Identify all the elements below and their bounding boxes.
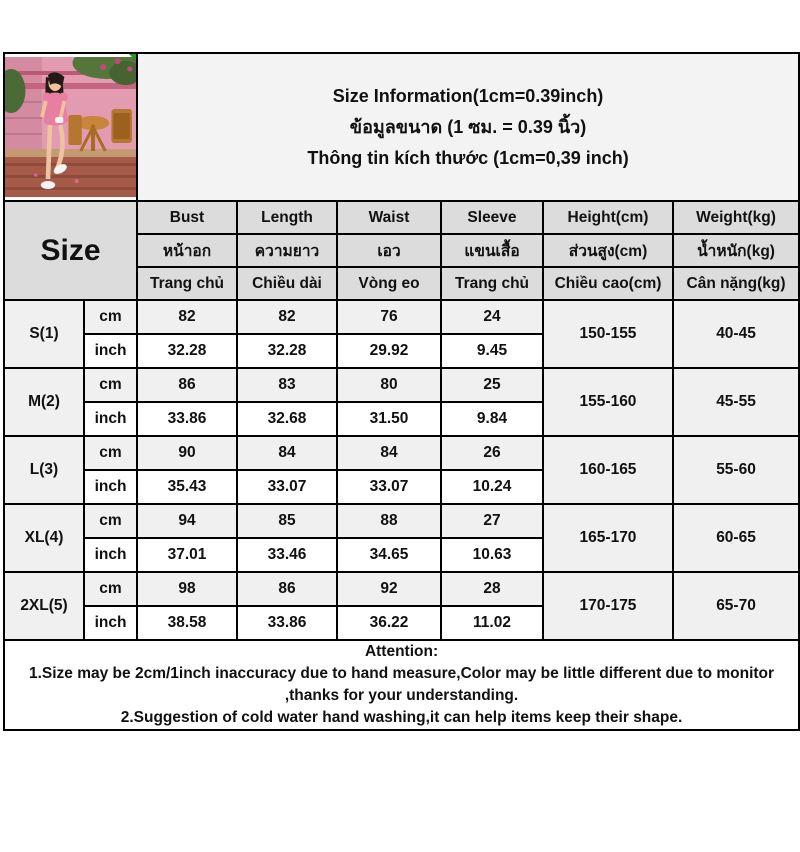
2xl-height: 170-175 [543,572,673,640]
title-row [4,53,799,201]
l-sleeve-inch: 10.24 [441,470,543,504]
green-corner-flag-icon [129,54,137,64]
col-header-sleeve: Sleeve [441,201,543,234]
col-header-waist-th: เอว [337,234,441,267]
col-header-length-th: ความยาว [237,234,337,267]
s-length-cm: 82 [237,300,337,334]
2xl-waist-inch: 36.22 [337,606,441,640]
table-row [4,572,799,606]
size-label-s: S(1) [4,300,84,368]
xl-sleeve-cm: 27 [441,504,543,538]
size-label-l: L(3) [4,436,84,504]
unit-cm: cm [84,572,137,606]
table-row [4,436,799,470]
xl-weight: 60-65 [673,504,799,572]
xl-length-cm: 85 [237,504,337,538]
col-header-sleeve-th: แขนเสื้อ [441,234,543,267]
title-vietnamese: Thông tin kích thước (1cm=0,39 inch) [307,147,629,168]
unit-inch: inch [84,538,137,572]
m-waist-cm: 80 [337,368,441,402]
chart-title [137,53,799,201]
size-header: Size [4,201,137,300]
attention-line-1: 1.Size may be 2cm/1inch inaccuracy due to hand measure,Color may be little different due to monitor ,thanks for your understanding. [28,665,775,704]
col-header-length-vi: Chiều dài [237,267,337,300]
unit-inch: inch [84,606,137,640]
xl-length-inch: 33.46 [237,538,337,572]
attention-heading: Attention: [364,643,439,660]
s-sleeve-inch: 9.45 [441,334,543,368]
m-sleeve-inch: 9.84 [441,402,543,436]
unit-cm: cm [84,300,137,334]
l-bust-inch: 35.43 [137,470,237,504]
col-header-waist-vi: Vòng eo [337,267,441,300]
col-header-sleeve-vi: Trang chủ [441,267,543,300]
col-header-bust-th: หน้าอก [137,234,237,267]
2xl-waist-cm: 92 [337,572,441,606]
m-waist-inch: 31.50 [337,402,441,436]
size-table [3,52,800,731]
m-weight: 45-55 [673,368,799,436]
col-header-height: Height(cm) [543,201,673,234]
table-row [4,504,799,538]
col-header-weight-vi: Cân nặng(kg) [673,267,799,300]
title-english: Size Information(1cm=0.39inch) [332,85,604,106]
s-sleeve-cm: 24 [441,300,543,334]
attention-row [4,640,799,730]
unit-inch: inch [84,470,137,504]
l-sleeve-cm: 26 [441,436,543,470]
unit-cm: cm [84,436,137,470]
m-bust-cm: 86 [137,368,237,402]
l-length-inch: 33.07 [237,470,337,504]
size-label-m: M(2) [4,368,84,436]
table-row [4,300,799,334]
unit-inch: inch [84,334,137,368]
2xl-weight: 65-70 [673,572,799,640]
attention-note [4,640,799,730]
size-chart-sheet [3,52,798,731]
m-length-inch: 32.68 [237,402,337,436]
s-weight: 40-45 [673,300,799,368]
xl-sleeve-inch: 10.63 [441,538,543,572]
size-label-2xl: 2XL(5) [4,572,84,640]
s-bust-cm: 82 [137,300,237,334]
l-length-cm: 84 [237,436,337,470]
size-label-xl: XL(4) [4,504,84,572]
s-waist-cm: 76 [337,300,441,334]
2xl-bust-cm: 98 [137,572,237,606]
product-photo-cell [4,53,137,201]
col-header-length: Length [237,201,337,234]
2xl-length-inch: 33.86 [237,606,337,640]
xl-waist-inch: 34.65 [337,538,441,572]
product-photo [5,57,136,197]
l-waist-cm: 84 [337,436,441,470]
col-header-height-vi: Chiều cao(cm) [543,267,673,300]
m-bust-inch: 33.86 [137,402,237,436]
s-bust-inch: 32.28 [137,334,237,368]
xl-waist-cm: 88 [337,504,441,538]
xl-bust-inch: 37.01 [137,538,237,572]
m-sleeve-cm: 25 [441,368,543,402]
2xl-sleeve-inch: 11.02 [441,606,543,640]
table-row [4,368,799,402]
unit-cm: cm [84,368,137,402]
xl-height: 165-170 [543,504,673,572]
2xl-bust-inch: 38.58 [137,606,237,640]
title-thai: ข้อมูลขนาด (1 ซม. = 0.39 นิ้ว) [349,116,587,137]
unit-inch: inch [84,402,137,436]
attention-line-2: 2.Suggestion of cold water hand washing,it can help items keep their shape. [120,709,683,726]
s-length-inch: 32.28 [237,334,337,368]
product-photo-illustration [5,57,136,197]
l-weight: 55-60 [673,436,799,504]
l-bust-cm: 90 [137,436,237,470]
m-length-cm: 83 [237,368,337,402]
col-header-weight-th: น้ำหนัก(kg) [673,234,799,267]
l-height: 160-165 [543,436,673,504]
unit-cm: cm [84,504,137,538]
header-row-english [4,201,799,234]
2xl-sleeve-cm: 28 [441,572,543,606]
m-height: 155-160 [543,368,673,436]
s-height: 150-155 [543,300,673,368]
col-header-bust-vi: Trang chủ [137,267,237,300]
col-header-height-th: ส่วนสูง(cm) [543,234,673,267]
col-header-bust: Bust [137,201,237,234]
col-header-weight: Weight(kg) [673,201,799,234]
xl-bust-cm: 94 [137,504,237,538]
l-waist-inch: 33.07 [337,470,441,504]
col-header-waist: Waist [337,201,441,234]
s-waist-inch: 29.92 [337,334,441,368]
2xl-length-cm: 86 [237,572,337,606]
